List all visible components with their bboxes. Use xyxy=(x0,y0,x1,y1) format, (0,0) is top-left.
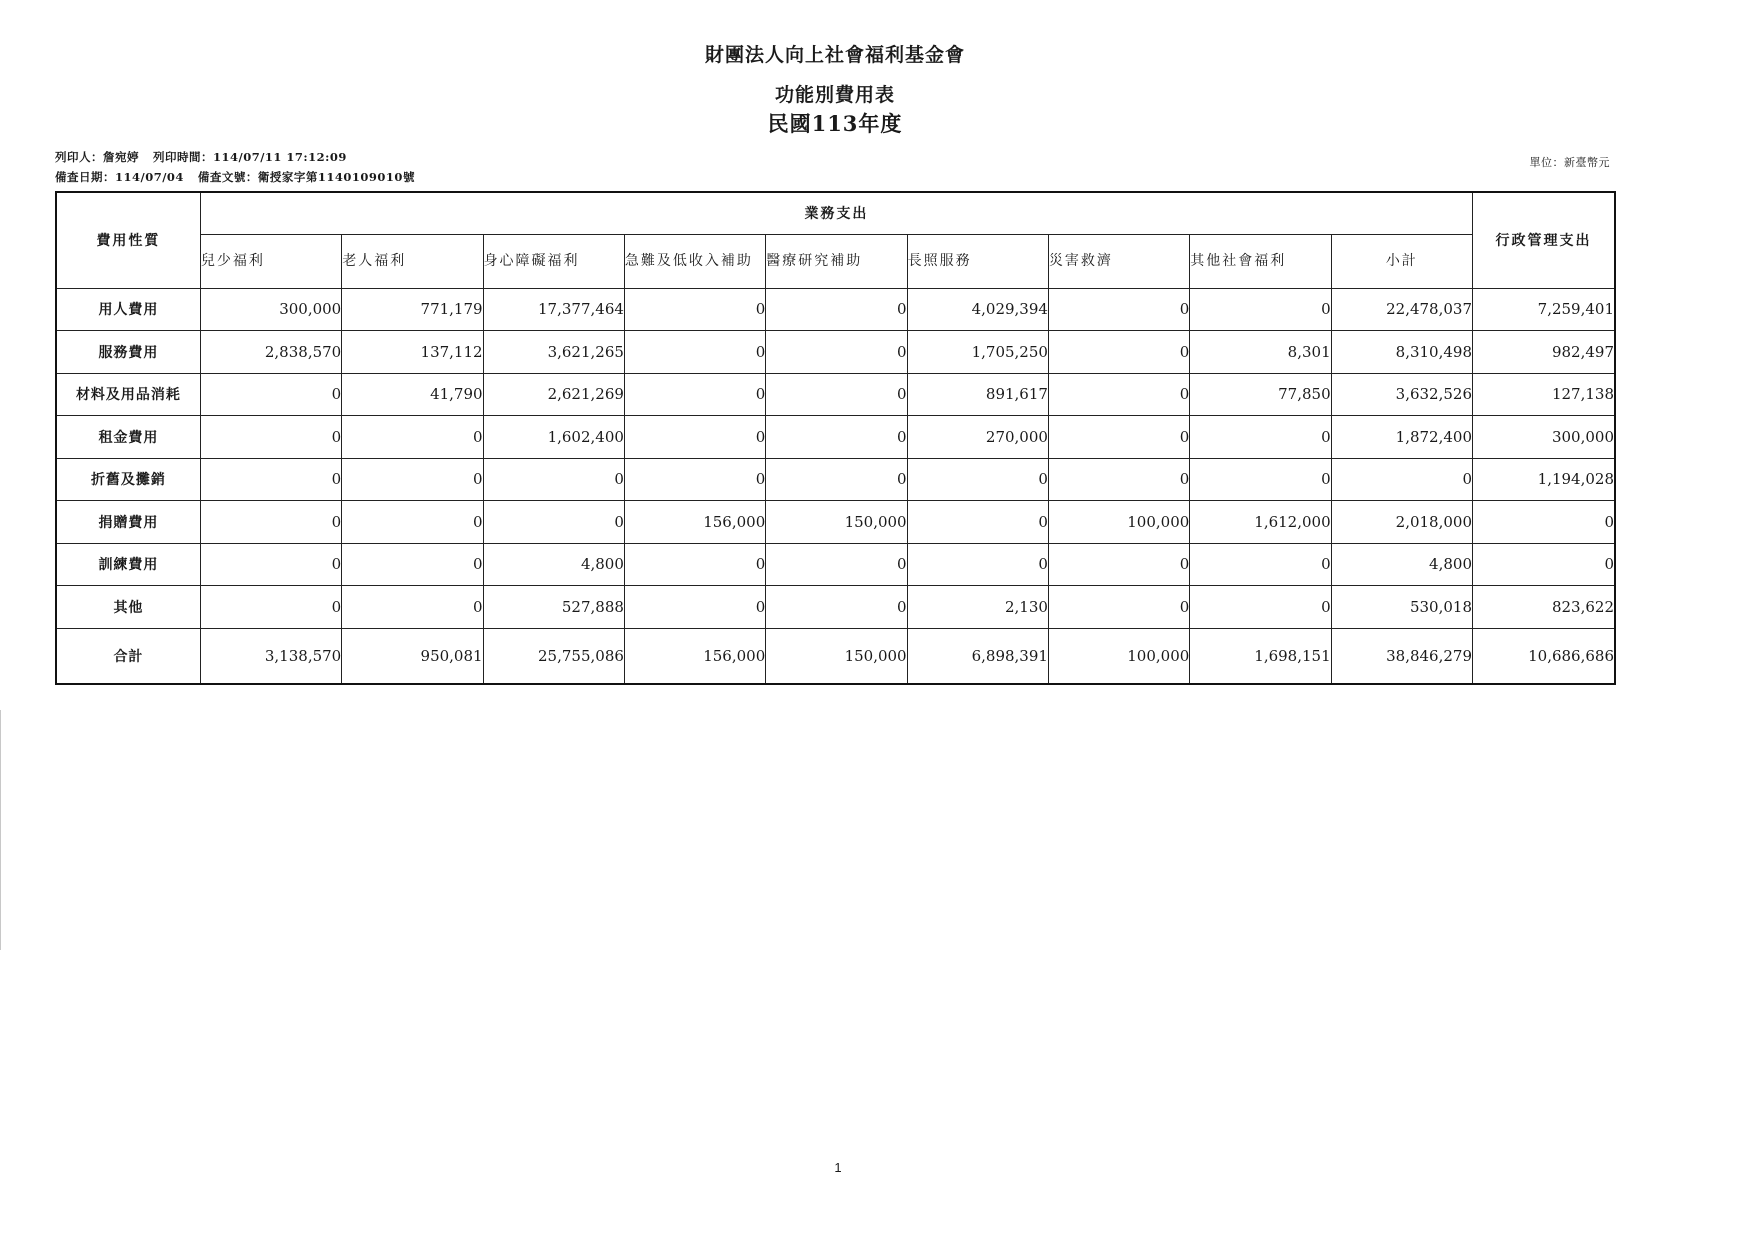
row-label: 租金費用 xyxy=(56,416,200,459)
table-row xyxy=(56,458,1615,501)
row-label: 合計 xyxy=(56,628,200,684)
amount-cell: 0 xyxy=(624,543,765,586)
amount-cell: 270,000 xyxy=(907,416,1048,459)
amount-cell: 0 xyxy=(342,458,483,501)
row-label: 訓練費用 xyxy=(56,543,200,586)
print-info xyxy=(55,149,347,165)
amount-cell: 891,617 xyxy=(907,373,1048,416)
amount-cell: 4,800 xyxy=(1331,543,1472,586)
amount-cell: 1,698,151 xyxy=(1190,628,1331,684)
filing-date: 備查日期：114/07/04 xyxy=(55,170,184,184)
table-body xyxy=(56,288,1615,684)
amount-cell: 1,612,000 xyxy=(1190,501,1331,544)
amount-cell: 1,194,028 xyxy=(1473,458,1616,501)
amount-cell: 0 xyxy=(483,458,624,501)
amount-cell: 25,755,086 xyxy=(483,628,624,684)
amount-cell: 0 xyxy=(624,288,765,331)
report-year: 民國113年度 xyxy=(767,111,903,136)
table-row xyxy=(56,416,1615,459)
functional-expense-table xyxy=(55,191,1616,685)
amount-cell: 3,138,570 xyxy=(200,628,341,684)
amount-cell: 0 xyxy=(1048,288,1189,331)
amount-cell: 0 xyxy=(624,416,765,459)
amount-cell: 150,000 xyxy=(766,501,907,544)
amount-cell: 0 xyxy=(483,501,624,544)
amount-cell: 150,000 xyxy=(766,628,907,684)
row-label: 捐贈費用 xyxy=(56,501,200,544)
currency-unit: 單位：新臺幣元 xyxy=(1529,156,1610,169)
amount-cell: 1,602,400 xyxy=(483,416,624,459)
amount-cell: 0 xyxy=(1048,331,1189,374)
amount-cell: 0 xyxy=(342,586,483,629)
amount-cell: 1,705,250 xyxy=(907,331,1048,374)
amount-cell: 771,179 xyxy=(342,288,483,331)
print-time: 列印時間：114/07/11 17:12:09 xyxy=(153,150,347,164)
table-row xyxy=(56,586,1615,629)
column-header: 災害救濟 xyxy=(1048,234,1189,288)
amount-cell: 0 xyxy=(200,416,341,459)
table-row xyxy=(56,501,1615,544)
amount-cell: 2,838,570 xyxy=(200,331,341,374)
amount-cell: 0 xyxy=(200,586,341,629)
scan-edge-mark xyxy=(0,710,1,950)
amount-cell: 0 xyxy=(766,373,907,416)
amount-cell: 0 xyxy=(1048,416,1189,459)
business-expenses-header: 業務支出 xyxy=(200,192,1472,234)
amount-cell: 0 xyxy=(200,501,341,544)
amount-cell: 4,800 xyxy=(483,543,624,586)
amount-cell: 0 xyxy=(907,458,1048,501)
amount-cell: 0 xyxy=(766,586,907,629)
amount-cell: 0 xyxy=(1048,373,1189,416)
amount-cell: 0 xyxy=(766,416,907,459)
amount-cell: 17,377,464 xyxy=(483,288,624,331)
row-label: 折舊及攤銷 xyxy=(56,458,200,501)
amount-cell: 77,850 xyxy=(1190,373,1331,416)
amount-cell: 530,018 xyxy=(1331,586,1472,629)
column-header: 老人福利 xyxy=(342,234,483,288)
amount-cell: 0 xyxy=(907,543,1048,586)
amount-cell: 0 xyxy=(1190,458,1331,501)
table-row xyxy=(56,331,1615,374)
amount-cell: 22,478,037 xyxy=(1331,288,1472,331)
amount-cell: 0 xyxy=(342,416,483,459)
amount-cell: 156,000 xyxy=(624,628,765,684)
amount-cell: 3,621,265 xyxy=(483,331,624,374)
amount-cell: 0 xyxy=(624,331,765,374)
amount-cell: 823,622 xyxy=(1473,586,1616,629)
filing-doc-number: 備查文號：衛授家字第1140109010號 xyxy=(197,170,415,184)
expense-nature-header: 費用性質 xyxy=(56,192,200,288)
column-header: 身心障礙福利 xyxy=(483,234,624,288)
column-header: 兒少福利 xyxy=(200,234,341,288)
printed-by: 列印人：詹宛婷 xyxy=(55,150,139,164)
amount-cell: 0 xyxy=(1473,501,1616,544)
amount-cell: 3,632,526 xyxy=(1331,373,1472,416)
column-header: 醫療研究補助 xyxy=(766,234,907,288)
amount-cell: 300,000 xyxy=(1473,416,1616,459)
amount-cell: 0 xyxy=(200,543,341,586)
column-header: 其他社會福利 xyxy=(1190,234,1331,288)
amount-cell: 8,310,498 xyxy=(1331,331,1472,374)
table-row xyxy=(56,543,1615,586)
amount-cell: 0 xyxy=(200,458,341,501)
amount-cell: 0 xyxy=(766,288,907,331)
amount-cell: 41,790 xyxy=(342,373,483,416)
amount-cell: 0 xyxy=(342,501,483,544)
amount-cell: 2,621,269 xyxy=(483,373,624,416)
amount-cell: 0 xyxy=(624,373,765,416)
amount-cell: 0 xyxy=(1048,586,1189,629)
subtotal-column-header: 小計 xyxy=(1331,234,1472,288)
amount-cell: 0 xyxy=(200,373,341,416)
amount-cell: 156,000 xyxy=(624,501,765,544)
amount-cell: 0 xyxy=(624,586,765,629)
amount-cell: 7,259,401 xyxy=(1473,288,1616,331)
admin-expenses-header: 行政管理支出 xyxy=(1473,192,1616,288)
amount-cell: 100,000 xyxy=(1048,628,1189,684)
row-label: 材料及用品消耗 xyxy=(56,373,200,416)
row-label: 服務費用 xyxy=(56,331,200,374)
amount-cell: 6,898,391 xyxy=(907,628,1048,684)
amount-cell: 0 xyxy=(624,458,765,501)
amount-cell: 137,112 xyxy=(342,331,483,374)
amount-cell: 1,872,400 xyxy=(1331,416,1472,459)
amount-cell: 0 xyxy=(766,331,907,374)
column-header: 急難及低收入補助 xyxy=(624,234,765,288)
filing-info xyxy=(55,169,415,185)
amount-cell: 100,000 xyxy=(1048,501,1189,544)
amount-cell: 2,018,000 xyxy=(1331,501,1472,544)
amount-cell: 0 xyxy=(1331,458,1472,501)
amount-cell: 38,846,279 xyxy=(1331,628,1472,684)
report-title: 功能別費用表 xyxy=(774,84,895,106)
amount-cell: 2,130 xyxy=(907,586,1048,629)
amount-cell: 0 xyxy=(1190,288,1331,331)
amount-cell: 0 xyxy=(766,543,907,586)
column-header: 長照服務 xyxy=(907,234,1048,288)
amount-cell: 982,497 xyxy=(1473,331,1616,374)
amount-cell: 0 xyxy=(1190,586,1331,629)
amount-cell: 8,301 xyxy=(1190,331,1331,374)
amount-cell: 0 xyxy=(1473,543,1616,586)
organization-name: 財團法人向上社會福利基金會 xyxy=(704,44,965,66)
total-row xyxy=(56,628,1615,684)
row-label: 用人費用 xyxy=(56,288,200,331)
amount-cell: 0 xyxy=(342,543,483,586)
amount-cell: 0 xyxy=(766,458,907,501)
row-label: 其他 xyxy=(56,586,200,629)
amount-cell: 0 xyxy=(1048,543,1189,586)
amount-cell: 300,000 xyxy=(200,288,341,331)
amount-cell: 0 xyxy=(1190,416,1331,459)
amount-cell: 0 xyxy=(1048,458,1189,501)
amount-cell: 127,138 xyxy=(1473,373,1616,416)
table-row xyxy=(56,373,1615,416)
amount-cell: 950,081 xyxy=(342,628,483,684)
amount-cell: 0 xyxy=(907,501,1048,544)
amount-cell: 527,888 xyxy=(483,586,624,629)
amount-cell: 10,686,686 xyxy=(1473,628,1616,684)
amount-cell: 0 xyxy=(1190,543,1331,586)
page-number: 1 xyxy=(834,1160,842,1175)
table-row xyxy=(56,288,1615,331)
amount-cell: 4,029,394 xyxy=(907,288,1048,331)
